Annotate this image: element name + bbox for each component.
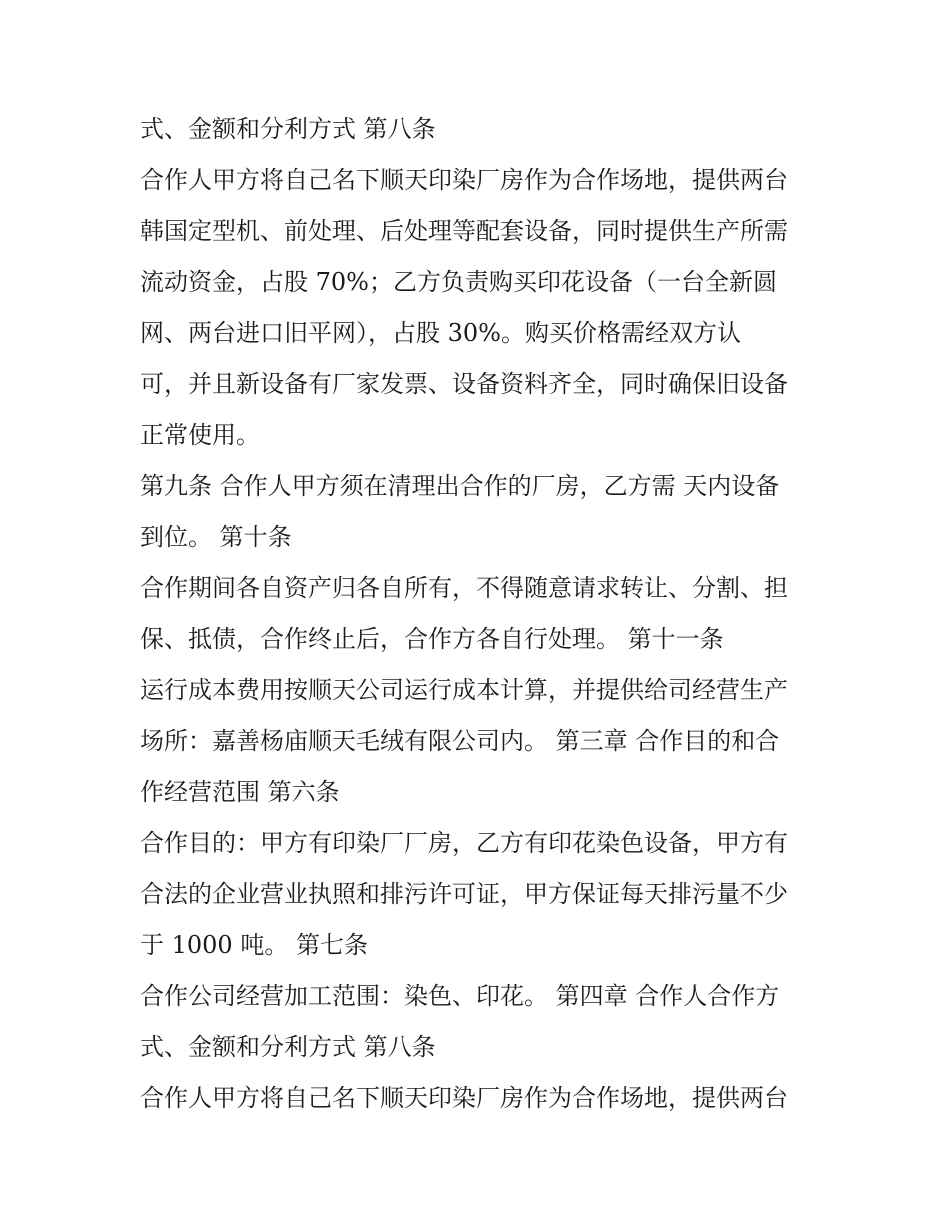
text-line: 第九条 合作人甲方须在清理出合作的厂房，乙方需 天内设备 [140,472,780,500]
text-line: 合作公司经营加工范围：染色、印花。 第四章 合作人合作方 [140,982,780,1010]
text-line: 运行成本费用按顺天公司运行成本计算，并提供给司经营生产 [140,676,788,704]
text-line: 可，并且新设备有厂家发票、设备资料齐全，同时确保旧设备 [140,370,788,398]
text-line: 于 1000 吨。 第七条 [140,931,368,959]
text-line: 韩国定型机、前处理、后处理等配套设备，同时提供生产所需 [140,217,788,245]
text-line: 式、金额和分利方式 第八条 [140,1033,436,1061]
text-line: 场所：嘉善杨庙顺天毛绒有限公司内。 第三章 合作目的和合 [140,727,780,755]
text-line: 网、两台进口旧平网），占股 30%。购买价格需经双方认 [140,319,741,347]
text-line: 保、抵债，合作终止后，合作方各自行处理。 第十一条 [140,625,724,653]
text-line: 流动资金，占股 70%；乙方负责购买印花设备（一台全新圆 [140,268,777,296]
text-line: 式、金额和分利方式 第八条 [140,115,436,143]
document-body [140,104,830,1124]
text-line: 合法的企业营业执照和排污许可证，甲方保证每天排污量不少 [140,880,788,908]
text-line: 合作目的：甲方有印染厂厂房，乙方有印花染色设备，甲方有 [140,829,788,857]
text-line: 合作期间各自资产归各自所有，不得随意请求转让、分割、担 [140,574,788,602]
text-line: 合作人甲方将自己名下顺天印染厂房作为合作场地，提供两台 [140,1084,788,1112]
text-line: 到位。 第十条 [140,523,292,551]
text-line: 合作人甲方将自己名下顺天印染厂房作为合作场地，提供两台 [140,166,788,194]
text-line: 作经营范围 第六条 [140,778,340,806]
text-line: 正常使用。 [140,421,260,449]
